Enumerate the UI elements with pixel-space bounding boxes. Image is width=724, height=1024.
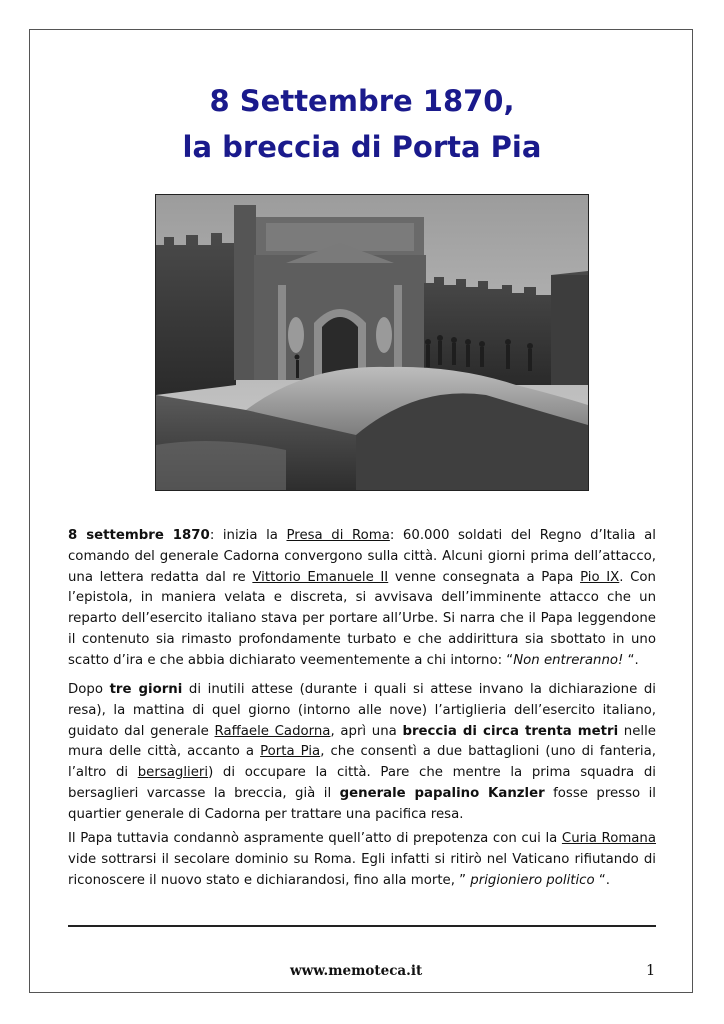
quote-italic: Non entreranno! <box>513 652 624 668</box>
p1-text-2: : 60.000 soldati del Regno d’Italia al comando del generale Cadorna convergono sulla città. Alcuni giorni prima dell’attacco, una lettera redatta dal re <box>68 528 656 585</box>
paragraph-3 <box>68 829 656 891</box>
porta-pia-photo <box>155 194 589 491</box>
paragraph-1 <box>68 526 656 672</box>
paragraph-2 <box>68 680 656 826</box>
p1-text-1: : inizia la <box>209 528 287 543</box>
page-number: 1 <box>646 963 656 979</box>
p2-text-5: , che consentì a due battaglioni (uno di fanteria, l’altro di <box>68 744 656 781</box>
footer-rule <box>68 925 656 927</box>
p1-text-5: “. <box>623 652 639 668</box>
p1-text-4: . Con l’epistola, in maniera velata e discreta, si avvisava dell’imminente attacco che un reparto dell’esercito italiano stava per portare all’Urbe. Si narra che il Papa leggendone il contenuto sia rimasto profondamente turbato e che addirittura sia sbottato in uno scatto d’ira e che abbia dichiarato veementemente a chi intorno: “ <box>68 569 656 668</box>
p3-text-1: Il Papa tuttavia condannò aspramente quell’atto di prepotenza con cui la <box>68 831 562 846</box>
p2-text-7: fosse presso il quartier generale di Cadorna per trattare una pacifica resa. <box>68 785 656 822</box>
link-curia-romana[interactable]: Curia Romana <box>561 831 657 846</box>
p1-text-3: venne consegnata a Papa <box>388 569 581 585</box>
link-porta-pia[interactable]: Porta Pia <box>260 744 321 760</box>
footer-website: www.memoteca.it <box>290 963 423 979</box>
p2-text-2: di inutili attese (durante i quali si attese invano la dichiarazione di resa), la mattina di quel giorno (intorno alle nove) l’artiglieria dell’esercito italiano, guidato dal generale <box>68 682 656 739</box>
link-vittorio-emanuele[interactable]: Vittorio Emanuele II <box>252 569 389 585</box>
p2-text-1: Dopo <box>68 682 110 697</box>
link-pio-ix[interactable]: Pio IX <box>580 569 620 585</box>
link-presa-di-roma[interactable]: Presa di Roma <box>286 528 390 543</box>
bold-breccia: breccia di circa trenta metri <box>402 723 619 739</box>
p3-text-2: vide sottrarsi il secolare dominio su Roma. Egli infatti si ritirò nel Vaticano rifiutando di riconoscere il nuovo stato e dichiarandosi, fino alla morte, ” <box>68 851 656 888</box>
link-bersaglieri[interactable]: bersaglieri <box>137 765 209 781</box>
title-line-1: 8 Settembre 1870, <box>209 84 515 118</box>
bold-kanzler: generale papalino Kanzler <box>339 785 545 801</box>
date-bold: 8 settembre 1870 <box>68 528 210 543</box>
italic-prigioniero: prigioniero politico <box>470 872 595 888</box>
p2-text-6: ) di occupare la città. Pare che mentre la prima squadra di bersaglieri varcasse la breccia, già il <box>68 765 656 801</box>
p3-text-3: “. <box>594 872 610 888</box>
bold-tre-giorni: tre giorni <box>109 682 183 697</box>
title-line-2: la breccia di Porta Pia <box>182 130 542 164</box>
p2-text-3: , aprì una <box>330 723 403 739</box>
p2-text-4: nelle mura delle città, accanto a <box>68 723 656 760</box>
link-raffaele-cadorna[interactable]: Raffaele Cadorna <box>214 723 331 739</box>
